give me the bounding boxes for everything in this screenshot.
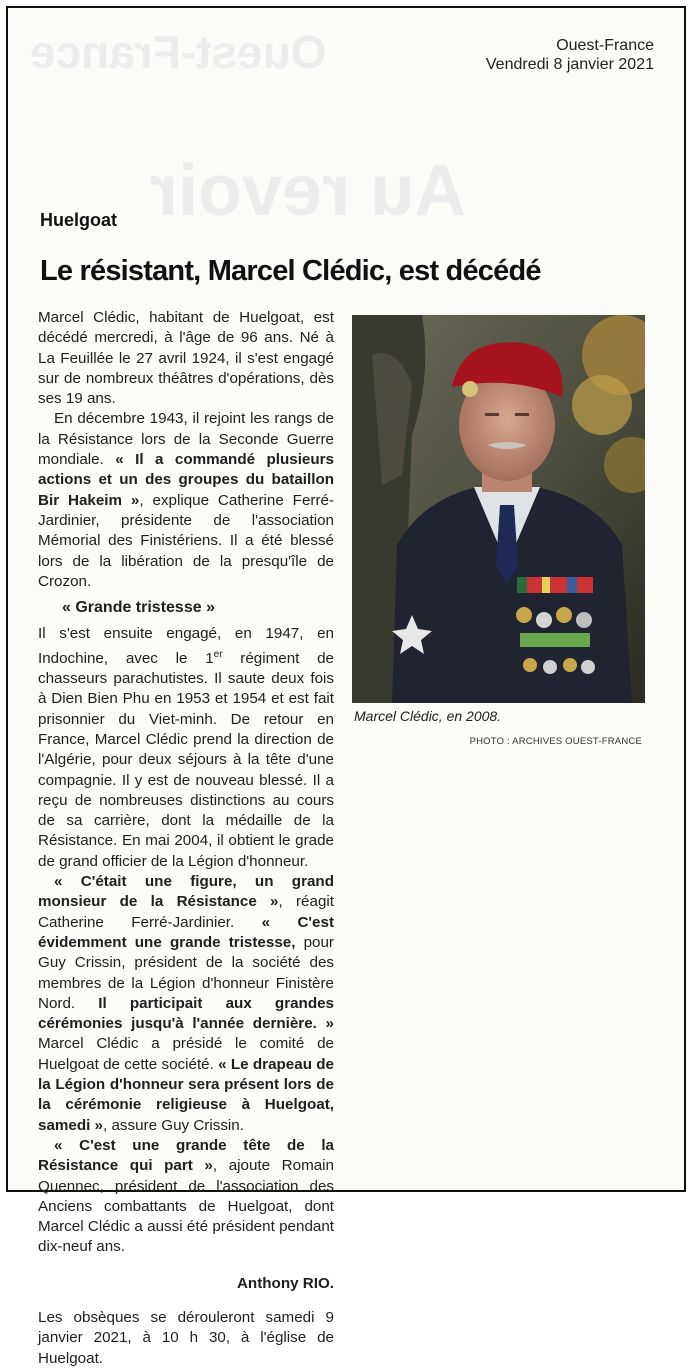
paragraph-career: Il s'est ensuite engagé, en 1947, en Indochine, avec le 1er régiment de chasseurs parachutistes. Il saute deux fois à Dien Bien Phu en 1953 et 1954 et est fait prisonnier du Viet-minh. De retour en France, Marcel Clédic prend la direction de l'Algérie, pour deux séjours à la tête d'une compagnie. Il y est de nouveau blessé. Il a reçu de nombreuses distinctions au cours de sa carrière, dont la médaille de la Résistance. En mai 2004, il obtient le grade de grand officier de la Légion d'honneur. [38, 625, 334, 870]
article-headline: Le résistant, Marcel Clédic, est décédé [40, 255, 541, 287]
paragraph-tributes: « C'était une figure, un grand monsieur de la Résistance », réagit Catherine Ferré-Jardinier. « C'est évidemment une grande tristesse, pour Guy Crissin, président de la société des membres de la Légion d'honneur Finistère Nord. Il participait aux grandes cérémonies jusqu'à l'année dernière. » Marcel Clédic a présidé le comité de Huelgoat de cette société. « Le drapeau de la Légion d'honneur sera présent lors de la cérémonie religieuse à Huelgoat, samedi », assure Guy Crissin. [38, 873, 335, 1134]
paragraph-resistance: En décembre 1943, il rejoint les rangs de la Résistance lors de la Seconde Guerre mondiale. « Il a commandé plusieurs actions et un des groupes du bataillon Bir Hakeim », explique Catherine Ferré-Jardinier, présidente de l'association Mémorial des Finistériens. Il a été blessé lors de la libération de la presqu'île de Crozon. [38, 410, 335, 590]
publication-date: Vendredi 8 janvier 2021 [485, 56, 654, 73]
byline: Anthony RIO. [236, 1274, 334, 1292]
article-column-1 [38, 308, 334, 1369]
paragraph-funeral: Les obsèques se dérouleront samedi 9 janvier 2021, à 10 h 30, à l'église de Huelgoat. [38, 1309, 334, 1367]
photo-credit: PHOTO : ARCHIVES OUEST-FRANCE [469, 736, 642, 747]
photo-caption: Marcel Clédic, en 2008. [354, 708, 502, 724]
subhead: « Grande tristesse » [62, 599, 215, 617]
masthead [486, 36, 654, 74]
portrait-illustration [352, 315, 645, 703]
newspaper-name: Ouest-France [556, 37, 654, 54]
paragraph-intro: Marcel Clédic, habitant de Huelgoat, est décédé mercredi, à l'âge de 96 ans. Né à La Feuillée le 27 avril 1924, il s'est engagé sur de nombreux théâtres d'opérations, dès ses 19 ans. [38, 309, 334, 408]
section-label: Huelgoat [40, 210, 118, 230]
portrait-photo [352, 315, 645, 703]
paragraph-quennec: « C'est une grande tête de la Résistance qui part », ajoute Romain Quennec, président de l'association des Anciens combattants de Huelgoat, dont Marcel Clédic a aussi été président pendant dix-neuf ans. [38, 1136, 334, 1256]
bleed-through-headline: Au revoir [150, 151, 467, 231]
bleed-through-text: Ouest-France [30, 26, 327, 78]
